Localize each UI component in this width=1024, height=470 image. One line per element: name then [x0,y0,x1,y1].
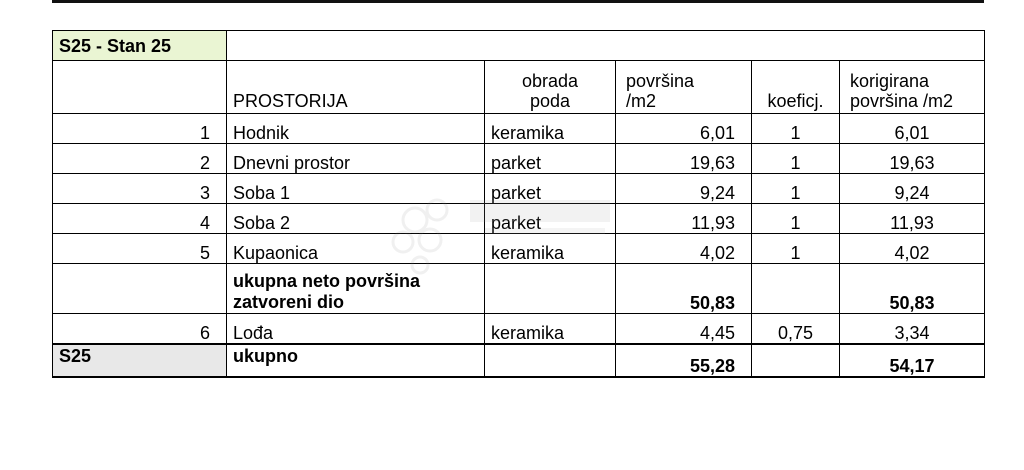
row-finish: parket [485,204,616,234]
table-row [53,234,985,264]
row-area: 6,01 [616,114,752,144]
apartment-title: S25 - Stan 25 [53,31,227,61]
row-area: 4,02 [616,234,752,264]
row-corrected: 9,24 [840,174,985,204]
total-code: S25 [53,344,227,377]
table-row [53,204,985,234]
header-room: PROSTORIJA [227,61,485,114]
header-area-line2: /m2 [626,91,657,111]
subtotal-row [53,264,985,314]
header-coef: koeficj. [752,61,840,114]
loggia-row [53,314,985,345]
row-room: Lođa [227,314,485,345]
row-number: 5 [53,234,227,264]
row-finish: parket [485,174,616,204]
row-corrected: 19,63 [840,144,985,174]
row-corrected: 3,34 [840,314,985,345]
subtotal-area: 50,83 [616,264,752,314]
row-corrected: 4,02 [840,234,985,264]
row-corrected: 6,01 [840,114,985,144]
header-finish-line2: poda [529,91,571,111]
row-corrected: 11,93 [840,204,985,234]
header-row [53,61,985,114]
row-number: 2 [53,144,227,174]
top-rule [52,0,984,3]
row-room: Hodnik [227,114,485,144]
header-num [53,61,227,114]
table-row [53,174,985,204]
row-coef: 1 [752,114,840,144]
total-coef [752,344,840,377]
row-finish: keramika [485,114,616,144]
row-finish: parket [485,144,616,174]
header-finish [485,61,616,114]
title-row [53,31,985,61]
subtotal-num [53,264,227,314]
total-area: 55,28 [616,344,752,377]
row-finish: keramika [485,234,616,264]
total-finish [485,344,616,377]
total-label: ukupno [227,344,485,377]
header-corrected-line2: površina /m2 [850,91,954,111]
subtotal-corrected: 50,83 [840,264,985,314]
row-coef: 0,75 [752,314,840,345]
title-filler [227,31,985,61]
header-finish-line1: obrada [521,71,579,91]
row-number: 3 [53,174,227,204]
header-corrected-line1: korigirana [850,71,930,91]
row-coef: 1 [752,174,840,204]
row-coef: 1 [752,144,840,174]
row-area: 19,63 [616,144,752,174]
row-area: 9,24 [616,174,752,204]
row-number: 1 [53,114,227,144]
subtotal-label [227,264,485,314]
total-corrected: 54,17 [840,344,985,377]
header-corrected [840,61,985,114]
row-area: 4,45 [616,314,752,345]
row-coef: 1 [752,234,840,264]
row-number: 6 [53,314,227,345]
table-row [53,144,985,174]
table-row [53,114,985,144]
area-table [52,30,985,378]
row-number: 4 [53,204,227,234]
total-row [53,344,985,377]
area-table-sheet [52,30,984,382]
row-area: 11,93 [616,204,752,234]
row-room: Dnevni prostor [227,144,485,174]
row-room: Kupaonica [227,234,485,264]
subtotal-finish [485,264,616,314]
header-area-line1: površina [626,71,695,91]
subtotal-label-line1: ukupna neto površina [233,271,421,291]
row-room: Soba 2 [227,204,485,234]
row-coef: 1 [752,204,840,234]
subtotal-coef [752,264,840,314]
row-room: Soba 1 [227,174,485,204]
subtotal-label-line2: zatvoreni dio [233,292,345,312]
row-finish: keramika [485,314,616,345]
header-area [616,61,752,114]
